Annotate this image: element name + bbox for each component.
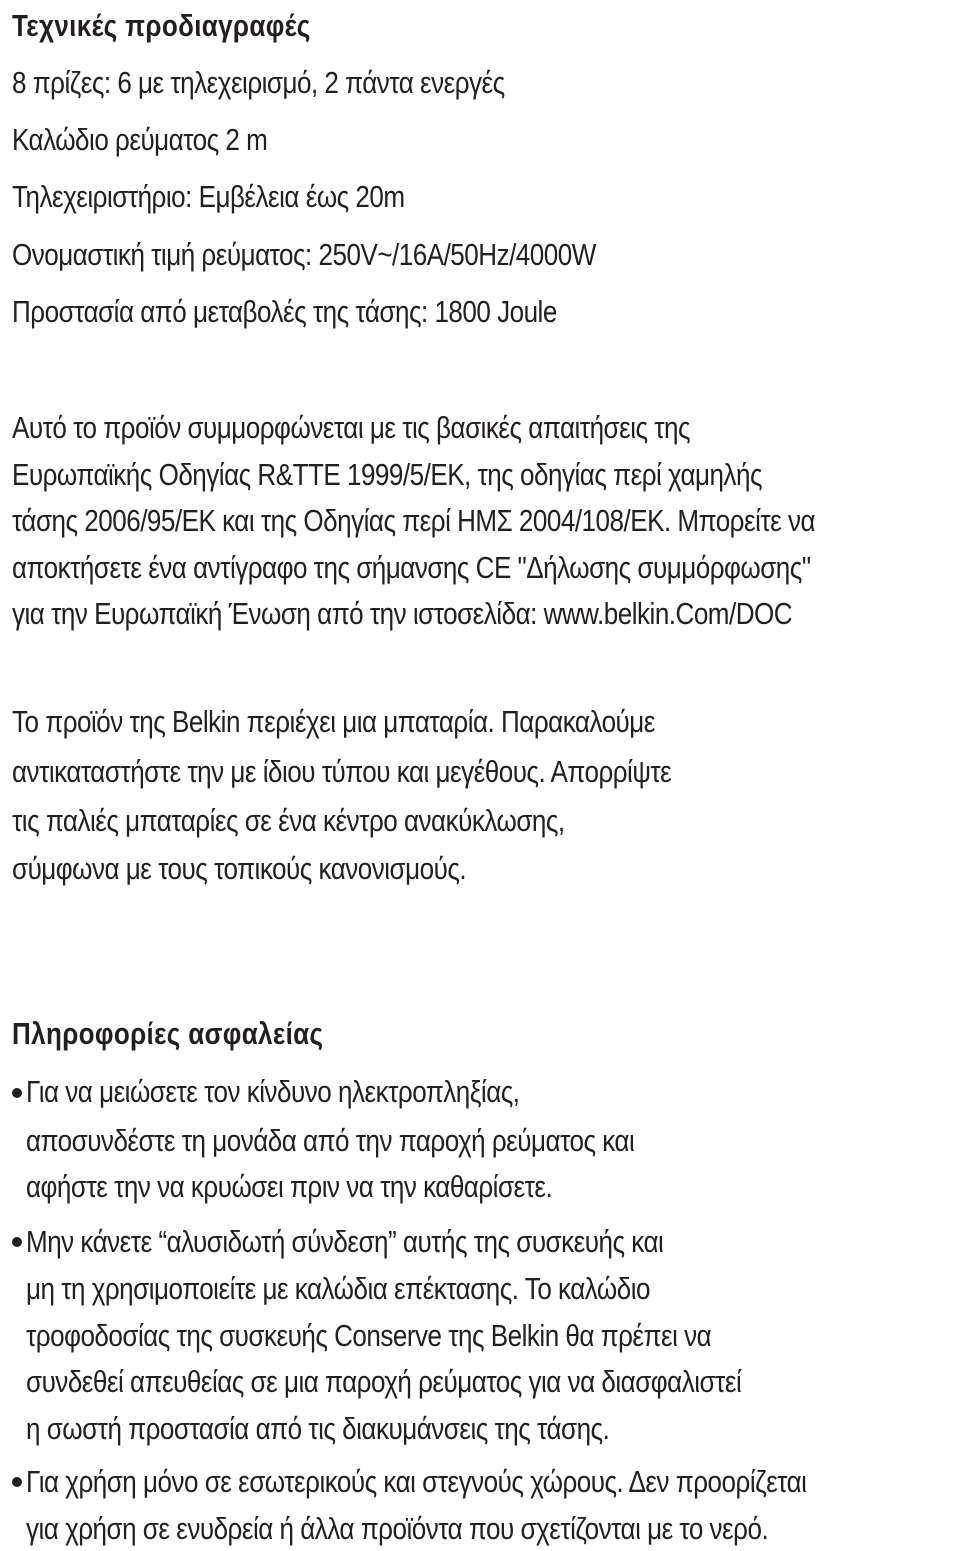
bullet-icon bbox=[12, 1477, 22, 1487]
spec-item-rating: Ονομαστική τιμή ρεύματος: 250V~/16A/50Hz/4000W bbox=[12, 237, 596, 272]
spec-item-surge: Προστασία από μεταβολές της τάσης: 1800 Joule bbox=[12, 294, 557, 329]
bullet-line: για χρήση σε ενυδρεία ή άλλα προϊόντα που σχετίζονται με το νερό. bbox=[26, 1511, 769, 1546]
bullet-line: συνδεθεί απευθείας σε μια παροχή ρεύματος για να διασφαλιστεί bbox=[26, 1364, 742, 1399]
bullet-line: Για χρήση μόνο σε εσωτερικούς και στεγνούς χώρους. Δεν προορίζεται bbox=[26, 1464, 807, 1499]
spec-item-cable: Καλώδιο ρεύματος 2 m bbox=[12, 122, 268, 157]
bullet-line: Για να μειώσετε τον κίνδυνο ηλεκτροπληξίας, bbox=[26, 1074, 520, 1109]
bullet-line: μη τη χρησιμοποιείτε με καλώδια επέκτασης. Το καλώδιο bbox=[26, 1271, 650, 1306]
compliance-line: Αυτό το προϊόν συμμορφώνεται με τις βασικές απαιτήσεις της bbox=[12, 410, 691, 445]
bullet-line: η σωστή προστασία από τις διακυμάνσεις της τάσης. bbox=[26, 1411, 610, 1446]
compliance-line: για την Ευρωπαϊκή Ένωση από την ιστοσελίδα: www.belkin.Com/DOC bbox=[12, 596, 793, 631]
specs-heading: Τεχνικές προδιαγραφές bbox=[12, 8, 311, 43]
spec-item-remote: Τηλεχειριστήριο: Εμβέλεια έως 20m bbox=[12, 179, 405, 214]
battery-line: Το προϊόν της Belkin περιέχει μια μπαταρία. Παρακαλούμε bbox=[12, 704, 655, 739]
bullet-line: τροφοδοσίας της συσκευής Conserve της Belkin θα πρέπει να bbox=[26, 1318, 712, 1353]
compliance-line: τάσης 2006/95/ΕΚ και της Οδηγίας περί ΗΜΣ 2004/108/ΕΚ. Μπορείτε να bbox=[12, 503, 816, 538]
bullet-icon bbox=[12, 1237, 22, 1247]
battery-line: αντικαταστήστε την με ίδιου τύπου και μεγέθους. Απορρίψτε bbox=[12, 754, 672, 789]
battery-line: σύμφωνα με τους τοπικούς κανονισμούς. bbox=[12, 851, 467, 886]
compliance-line: Ευρωπαϊκής Οδηγίας R&TTE 1999/5/ΕΚ, της οδηγίας περί χαμηλής bbox=[12, 457, 763, 492]
spec-item-outlets: 8 πρίζες: 6 με τηλεχειρισμό, 2 πάντα ενεργές bbox=[12, 65, 505, 100]
bullet-line: Μην κάνετε “αλυσιδωτή σύνδεση” αυτής της συσκευής και bbox=[26, 1224, 664, 1259]
compliance-line: αποκτήσετε ένα αντίγραφο της σήμανσης CE "Δήλωσης συμμόρφωσης" bbox=[12, 550, 811, 585]
bullet-line: αφήστε την να κρυώσει πριν να την καθαρίσετε. bbox=[26, 1169, 553, 1204]
bullet-icon bbox=[12, 1088, 22, 1098]
battery-line: τις παλιές μπαταρίες σε ένα κέντρο ανακύκλωσης, bbox=[12, 803, 565, 838]
bullet-line: αποσυνδέστε τη μονάδα από την παροχή ρεύματος και bbox=[26, 1123, 635, 1158]
safety-heading: Πληροφορίες ασφαλείας bbox=[12, 1016, 324, 1051]
